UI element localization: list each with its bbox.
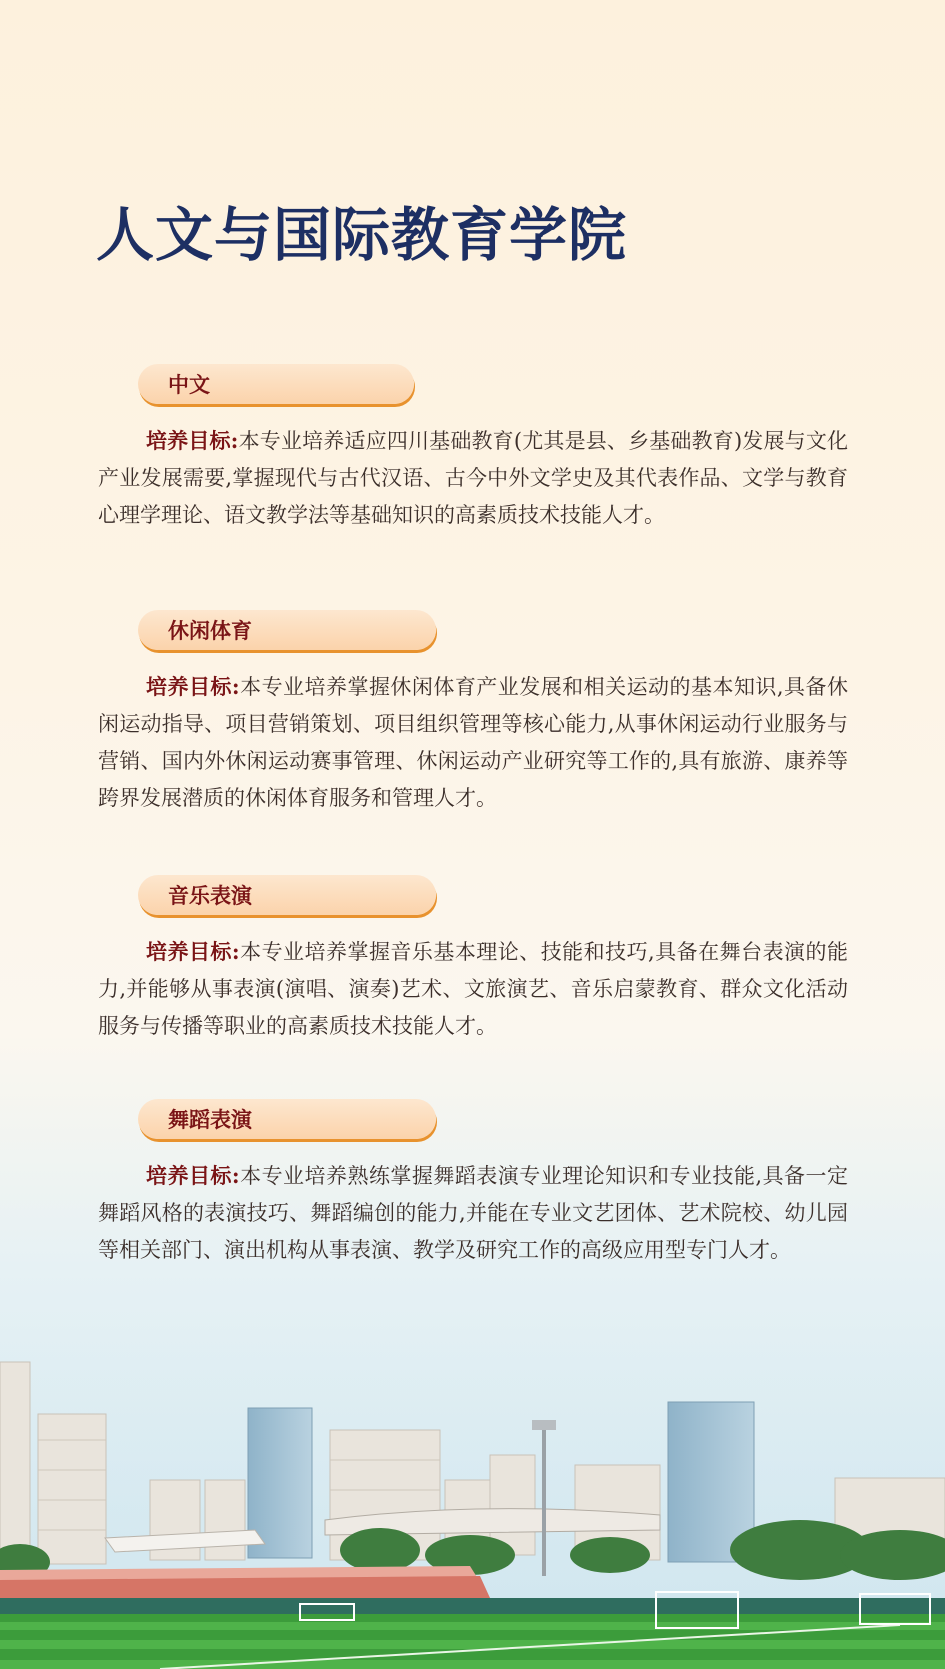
major-description — [98, 933, 848, 1045]
goal-label: 培养目标: — [146, 674, 240, 699]
major-description — [98, 422, 848, 534]
major-section-music-performance — [98, 875, 848, 1066]
goal-text: 本专业培养掌握音乐基本理论、技能和技巧,具备在舞台表演的能力,并能够从事表演(演唱、演奏)艺术、文旅演艺、音乐启蒙教育、群众文化活动服务与传播等职业的高素质技术技能人才。 — [98, 940, 848, 1038]
goal-label: 培养目标: — [146, 1163, 240, 1188]
major-section-chinese — [98, 364, 848, 555]
goal-label: 培养目标: — [146, 428, 239, 453]
major-description — [98, 1157, 848, 1269]
major-section-dance-performance — [98, 1099, 848, 1290]
major-title-badge: 舞蹈表演 — [138, 1099, 436, 1139]
goal-text: 本专业培养掌握休闲体育产业发展和相关运动的基本知识,具备休闲运动指导、项目营销策划、项目组织管理等核心能力,从事休闲运动行业服务与营销、国内外休闲运动赛事管理、休闲运动产业研究等工作的,具有旅游、康养等跨界发展潜质的休闲体育服务和管理人才。 — [98, 675, 848, 810]
goal-text: 本专业培养熟练掌握舞蹈表演专业理论知识和专业技能,具备一定舞蹈风格的表演技巧、舞蹈编创的能力,并能在专业文艺团体、艺术院校、幼儿园等相关部门、演出机构从事表演、教学及研究工作的高级应用型专门人才。 — [98, 1164, 848, 1262]
major-title-badge: 休闲体育 — [138, 610, 436, 650]
major-title-badge: 音乐表演 — [138, 875, 436, 915]
page-title: 人文与国际教育学院 — [96, 201, 628, 269]
major-section-leisure-sports — [98, 610, 848, 838]
goal-label: 培养目标: — [146, 939, 240, 964]
goal-text: 本专业培养适应四川基础教育(尤其是县、乡基础教育)发展与文化产业发展需要,掌握现代与古代汉语、古今中外文学史及其代表作品、文学与教育心理学理论、语文教学法等基础知识的高素质技术技能人才。 — [98, 429, 848, 527]
major-title-badge: 中文 — [138, 364, 414, 404]
major-description — [98, 668, 848, 817]
campus-stadium-illustration — [0, 1330, 945, 1669]
